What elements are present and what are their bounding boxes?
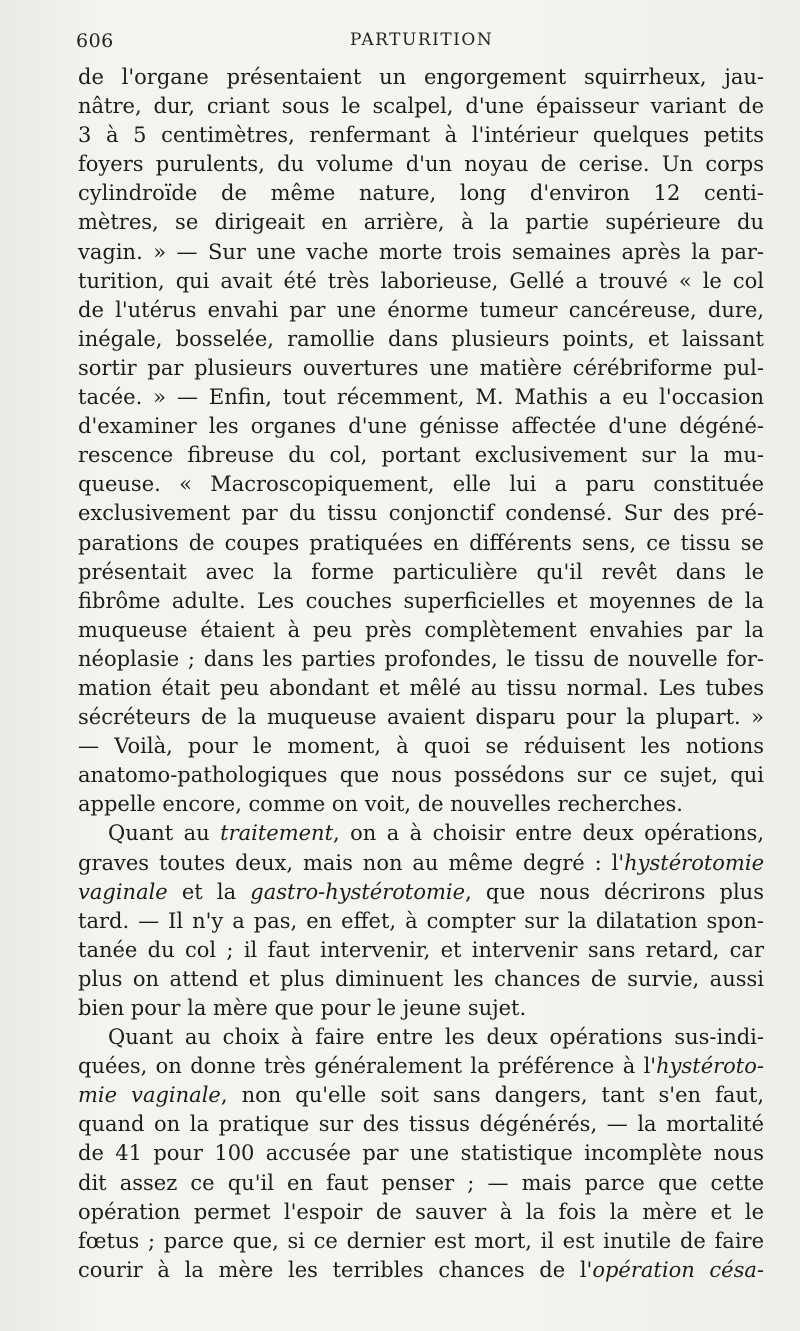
text-line: mie vaginale, non qu'elle soit sans dangers, tant s'en faut,: [78, 1083, 764, 1108]
text-line: opération permet l'espoir de sauver à la fois la mère et le: [78, 1199, 764, 1224]
text-line: parations de coupes pratiquées en différents sens, ce tissu se: [78, 530, 764, 555]
text-line: de l'utérus envahi par une énorme tumeur cancéreuse, dure,: [78, 297, 764, 322]
text-line: d'examiner les organes d'une génisse affectée d'une dégéné-: [78, 414, 764, 439]
text-line: de 41 pour 100 accusée par une statistique incomplète nous: [78, 1141, 764, 1166]
text-line: mètres, se dirigeait en arrière, à la partie supérieure du: [78, 210, 764, 235]
text-line: bien pour la mère que pour le jeune sujet.: [78, 996, 527, 1020]
text-line: Quant au choix à faire entre les deux opérations sus-indi-: [108, 1025, 764, 1050]
text-line: muqueuse étaient à peu près complètement envahies par la: [78, 617, 764, 642]
text-line: sortir par plusieurs ouvertures une matière cérébriforme pul-: [78, 355, 764, 380]
running-title: PARTURITION: [350, 30, 494, 50]
text-line: tanée du col ; il faut intervenir, et intervenir sans retard, car: [78, 937, 764, 962]
text-line: 3 à 5 centimètres, renfermant à l'intérieur quelques petits: [78, 123, 764, 148]
text-line: vagin. » — Sur une vache morte trois semaines après la par-: [78, 239, 764, 264]
text-line: foyers purulents, du volume d'un noyau de cerise. Un corps: [78, 152, 764, 177]
text-line: dit assez ce qu'il en faut penser ; — mais parce que cette: [78, 1170, 764, 1195]
text-line: fibrôme adulte. Les couches superficielles et moyennes de la: [78, 588, 764, 613]
text-line: de l'organe présentaient un engorgement squirrheux, jau-: [78, 65, 764, 89]
text-line: sécréteurs de la muqueuse avaient disparu pour la plupart. »: [78, 705, 764, 730]
text-line: plus on attend et plus diminuent les chances de survie, aussi: [78, 966, 764, 991]
text-line: quand on la pratique sur des tissus dégénérés, — la mortalité: [78, 1112, 764, 1137]
text-line: cylindroïde de même nature, long d'environ 12 centi-: [78, 181, 764, 206]
text-line: — Voilà, pour le moment, à quoi se réduisent les notions: [78, 734, 764, 759]
page-header: [76, 30, 766, 58]
text-line: fœtus ; parce que, si ce dernier est mort, il est inutile de faire: [78, 1228, 764, 1253]
text-line: Quant au traitement, on a à choisir entre deux opérations,: [108, 821, 764, 846]
text-line: tard. — Il n'y a pas, en effet, à compter sur la dilatation spon-: [78, 908, 764, 933]
text-line: inégale, bosselée, ramollie dans plusieurs points, et laissant: [78, 326, 764, 351]
text-line: néoplasie ; dans les parties profondes, le tissu de nouvelle for-: [78, 646, 764, 671]
text-line: courir à la mère les terribles chances de l'opération césa-: [78, 1257, 765, 1282]
text-line: appelle encore, comme on voit, de nouvelles recherches.: [78, 792, 683, 817]
text-line: mation était peu abondant et mêlé au tissu normal. Les tubes: [78, 675, 764, 700]
text-line: exclusivement par du tissu conjonctif condensé. Sur des pré-: [78, 501, 764, 526]
text-line: présentait avec la forme particulière qu'il revêt dans le: [78, 559, 764, 584]
text-line: quées, on donne très généralement la préférence à l'hystéroto-: [78, 1054, 764, 1079]
text-line: nâtre, dur, criant sous le scalpel, d'une épaisseur variant de: [78, 94, 764, 119]
text-line: graves toutes deux, mais non au même degré : l'hystérotomie: [78, 850, 764, 875]
text-line: vaginale et la gastro-hystérotomie, que nous décrirons plus: [78, 879, 764, 904]
page-number: 606: [76, 30, 114, 52]
text-line: rescence fibreuse du col, portant exclusivement sur la mu-: [78, 443, 764, 468]
text-line: anatomo-pathologiques que nous possédons sur ce sujet, qui: [78, 763, 764, 788]
text-line: queuse. « Macroscopiquement, elle lui a paru constituée: [78, 472, 764, 497]
text-line: tacée. » — Enfin, tout récemment, M. Mathis a eu l'occasion: [78, 385, 764, 410]
text-line: turition, qui avait été très laborieuse, Gellé a trouvé « le col: [78, 268, 764, 293]
body-text: [78, 63, 764, 1285]
